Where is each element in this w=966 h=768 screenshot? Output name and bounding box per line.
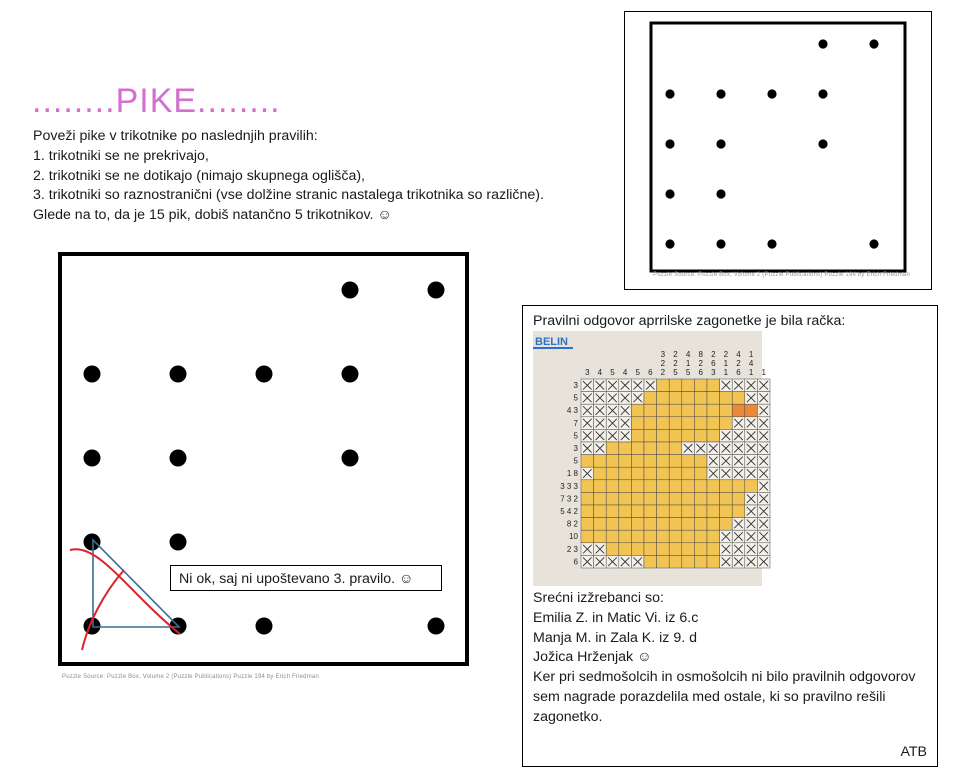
nonogram-cell — [707, 417, 720, 430]
nonogram-cell — [606, 518, 619, 531]
nonogram-cell — [669, 543, 682, 556]
nonogram-cell — [657, 518, 670, 531]
nonogram-cell — [594, 467, 607, 480]
nonogram-cell — [594, 492, 607, 505]
nonogram-cell — [694, 555, 707, 568]
nonogram-cell — [619, 492, 632, 505]
nonogram-cell — [581, 505, 594, 518]
nonogram-cell — [732, 505, 745, 518]
column-clue: 6 — [736, 368, 741, 377]
column-clue: 4 — [748, 359, 754, 368]
row-clue: 7 3 2 — [560, 494, 578, 504]
row-clue: 5 4 2 — [560, 507, 578, 516]
column-clue: 2 — [673, 359, 678, 368]
nonogram-cell — [694, 379, 707, 392]
nonogram-cell — [631, 404, 644, 417]
nonogram-cell — [657, 492, 670, 505]
small-grid-dot — [818, 39, 827, 48]
large-grid-dot — [84, 450, 101, 467]
nonogram-cell — [594, 530, 607, 543]
large-grid-dot — [256, 618, 273, 635]
nonogram-cell — [657, 392, 670, 405]
column-clue: 2 — [660, 368, 666, 377]
nonogram-cell — [745, 404, 758, 417]
nonogram-cell — [631, 530, 644, 543]
nonogram-cell — [707, 392, 720, 405]
nonogram-cell — [669, 379, 682, 392]
small-dot-puzzle — [624, 11, 932, 290]
nonogram-cell — [631, 518, 644, 531]
nonogram-cell — [707, 379, 720, 392]
nonogram-cell — [720, 505, 733, 518]
column-clue: 1 — [723, 359, 729, 368]
nonogram-cell — [694, 492, 707, 505]
column-clue: 6 — [648, 368, 653, 377]
small-grid-dot — [716, 139, 725, 148]
instructions-conclusion: Glede na to, da je 15 pik, dobiš natančno 5 trikotnikov. ☺ — [33, 207, 392, 224]
nonogram-cell — [619, 455, 632, 468]
nonogram-cell — [720, 492, 733, 505]
column-clue: 5 — [610, 368, 615, 377]
nonogram-cell — [720, 392, 733, 405]
small-grid-dot — [818, 89, 827, 98]
column-clue: 3 — [711, 368, 716, 377]
small-grid-dot — [869, 239, 878, 248]
nonogram-cell — [581, 530, 594, 543]
row-clue: 8 2 — [566, 519, 578, 529]
column-clue: 5 — [635, 368, 640, 377]
nonogram-cell — [644, 392, 657, 405]
nonogram-cell — [619, 480, 632, 493]
nonogram-image — [533, 331, 766, 586]
nonogram-cell — [682, 555, 695, 568]
nonogram-cell — [606, 505, 619, 518]
instructions-lead: Poveži pike v trikotnike po naslednjih pravilih: — [33, 128, 318, 144]
column-clue: 1 — [723, 368, 729, 377]
column-clue: 2 — [723, 350, 729, 359]
large-grid-dot — [170, 366, 187, 383]
nonogram-cell — [669, 555, 682, 568]
nonogram-cell — [657, 417, 670, 430]
winners-heading: Srećni izžrebanci so: — [533, 590, 664, 606]
column-clue: 2 — [660, 359, 666, 368]
nonogram-cell — [682, 404, 695, 417]
row-clue: 3 — [573, 444, 578, 453]
nonogram-cell — [694, 392, 707, 405]
nonogram-cell — [720, 417, 733, 430]
nonogram-cell — [682, 505, 695, 518]
column-clue: 2 — [711, 350, 716, 359]
attempt-note: Ni ok, saj ni upoštevano 3. pravilo. ☺ — [170, 565, 442, 591]
column-clue: 4 — [622, 368, 628, 377]
large-grid-dot — [84, 366, 101, 383]
winner-line-2: Manja M. in Zala K. iz 9. d — [533, 629, 698, 646]
nonogram-cell — [707, 480, 720, 493]
rule-1: 1. trikotniki se ne prekrivajo, — [33, 147, 209, 164]
nonogram-cell — [644, 543, 657, 556]
nonogram-cell — [669, 404, 682, 417]
column-clue: 1 — [685, 359, 691, 368]
small-grid-dot — [665, 89, 674, 98]
nonogram-cell — [694, 417, 707, 430]
nonogram-solution-photo — [533, 331, 766, 586]
nonogram-cell — [682, 518, 695, 531]
nonogram-cell — [707, 492, 720, 505]
small-grid-dot — [818, 139, 827, 148]
nonogram-cell — [694, 455, 707, 468]
nonogram-cell — [606, 530, 619, 543]
nonogram-cell — [606, 480, 619, 493]
nonogram-cell — [669, 467, 682, 480]
attempt-triangle — [93, 540, 179, 627]
nonogram-cell — [720, 518, 733, 531]
column-clue: 6 — [711, 359, 716, 368]
large-grid-dot — [428, 618, 445, 635]
small-grid-dot — [767, 89, 776, 98]
nonogram-cell — [631, 543, 644, 556]
answer-heading: Pravilni odgovor aprrilske zagonetke je bila račka: — [533, 313, 846, 329]
nonogram-cell — [581, 455, 594, 468]
nonogram-cell — [707, 543, 720, 556]
column-clue: 1 — [748, 368, 754, 377]
nonogram-cell — [669, 530, 682, 543]
nonogram-cell — [657, 543, 670, 556]
nonogram-cell — [606, 442, 619, 455]
nonogram-cell — [644, 518, 657, 531]
nonogram-cell — [619, 505, 632, 518]
nonogram-cell — [669, 429, 682, 442]
nonogram-cell — [606, 467, 619, 480]
small-grid-dot — [716, 239, 725, 248]
large-grid-dot — [342, 282, 359, 299]
nonogram-cell — [720, 480, 733, 493]
nonogram-cell — [694, 530, 707, 543]
nonogram-cell — [594, 480, 607, 493]
winner-line-1: Emilia Z. in Matic Vi. iz 6.c — [533, 609, 699, 626]
nonogram-cell — [657, 555, 670, 568]
nonogram-cell — [619, 543, 632, 556]
row-clue: 5 — [573, 456, 578, 466]
small-grid-dot — [716, 89, 725, 98]
nonogram-cell — [732, 492, 745, 505]
nonogram-cell — [682, 417, 695, 430]
nonogram-cell — [644, 530, 657, 543]
column-clue: 8 — [698, 350, 703, 359]
column-clue: 2 — [736, 359, 741, 368]
nonogram-cell — [694, 543, 707, 556]
nonogram-cell — [631, 429, 644, 442]
nonogram-cell — [657, 467, 670, 480]
nonogram-cell — [669, 480, 682, 493]
signature: ATB — [900, 744, 927, 760]
row-clue: 3 — [573, 381, 578, 390]
nonogram-cell — [669, 505, 682, 518]
nonogram-cell — [657, 455, 670, 468]
nonogram-cell — [644, 480, 657, 493]
row-clue: 3 3 3 — [560, 481, 578, 491]
large-credit: Puzzle Source: Puzzle Box, Volume 2 (Puzzle Publications) Puzzle 194 by Erich Friedman — [62, 674, 319, 680]
winners-text — [533, 589, 928, 728]
nonogram-cell — [644, 455, 657, 468]
small-grid-dot — [665, 239, 674, 248]
row-clue: 2 3 — [566, 544, 578, 554]
nonogram-cell — [631, 505, 644, 518]
nonogram-cell — [682, 492, 695, 505]
small-grid-dot — [716, 189, 725, 198]
column-clue: 6 — [698, 368, 703, 377]
red-cross-mark-2 — [82, 570, 124, 650]
column-clue: 4 — [685, 350, 691, 359]
column-clue: 1 — [748, 350, 754, 359]
small-grid-dot — [767, 239, 776, 248]
nonogram-cell — [631, 492, 644, 505]
nonogram-cell — [732, 392, 745, 405]
small-grid-dot — [665, 139, 674, 148]
nonogram-cell — [732, 404, 745, 417]
nonogram-cell — [669, 518, 682, 531]
nonogram-cell — [657, 505, 670, 518]
small-grid-dot — [665, 189, 674, 198]
nonogram-cell — [657, 442, 670, 455]
small-credit: Puzzle Source: Puzzle Box, Volume 2 (Puzzle Publications) Puzzle 194 by Erich Friedman — [653, 272, 910, 278]
column-clue: 1 — [761, 368, 766, 377]
nonogram-cell — [707, 518, 720, 531]
nonogram-cell — [669, 392, 682, 405]
nonogram-cell — [619, 530, 632, 543]
nonogram-cell — [732, 480, 745, 493]
nonogram-cell — [669, 492, 682, 505]
row-clue: 6 — [573, 557, 578, 567]
nonogram-cell — [707, 429, 720, 442]
large-grid-dot — [170, 534, 187, 551]
nonogram-cell — [682, 392, 695, 405]
row-clue: 1 8 — [566, 469, 578, 479]
nonogram-cell — [707, 505, 720, 518]
nonogram-cell — [606, 543, 619, 556]
nonogram-cell — [644, 442, 657, 455]
nonogram-cell — [682, 530, 695, 543]
photo-label: BELIN — [535, 336, 568, 348]
nonogram-cell — [581, 518, 594, 531]
nonogram-cell — [606, 455, 619, 468]
row-clue: 7 — [573, 418, 578, 428]
row-clue: 4 3 — [566, 406, 578, 416]
nonogram-cell — [657, 530, 670, 543]
nonogram-cell — [707, 555, 720, 568]
nonogram-cell — [606, 492, 619, 505]
nonogram-cell — [644, 404, 657, 417]
nonogram-cell — [694, 467, 707, 480]
nonogram-cell — [581, 492, 594, 505]
nonogram-cell — [619, 518, 632, 531]
column-clue: 4 — [597, 368, 603, 377]
nonogram-cell — [657, 480, 670, 493]
column-clue: 5 — [673, 368, 678, 377]
nonogram-cell — [631, 480, 644, 493]
nonogram-cell — [594, 505, 607, 518]
nonogram-cell — [644, 417, 657, 430]
nonogram-cell — [594, 518, 607, 531]
instructions — [33, 127, 544, 226]
nonogram-cell — [644, 505, 657, 518]
nonogram-cell — [745, 480, 758, 493]
nonogram-cell — [631, 455, 644, 468]
nonogram-cell — [657, 429, 670, 442]
nonogram-cell — [644, 467, 657, 480]
nonogram-cell — [669, 417, 682, 430]
nonogram-cell — [694, 518, 707, 531]
row-clue: 10 — [569, 532, 578, 542]
nonogram-cell — [694, 404, 707, 417]
column-clue: 3 — [660, 350, 666, 359]
nonogram-cell — [694, 429, 707, 442]
nonogram-cell — [694, 480, 707, 493]
nonogram-cell — [644, 555, 657, 568]
column-clue: 5 — [685, 368, 691, 377]
column-clue: 4 — [736, 350, 741, 359]
column-clue: 3 — [585, 368, 590, 377]
nonogram-cell — [682, 543, 695, 556]
column-clue: 2 — [698, 359, 703, 368]
nonogram-cell — [682, 429, 695, 442]
nonogram-cell — [657, 404, 670, 417]
nonogram-cell — [644, 492, 657, 505]
column-clue: 2 — [673, 350, 678, 359]
nonogram-cell — [682, 455, 695, 468]
row-clue: 5 — [573, 431, 578, 441]
large-dot-puzzle — [58, 252, 469, 666]
nonogram-cell — [657, 379, 670, 392]
large-grid-dot — [342, 450, 359, 467]
nonogram-cell — [707, 404, 720, 417]
winners-note: Ker pri sedmošolcih in osmošolcih ni bilo pravilnih odgovorov sem nagrade porazdelila med ostale, ki so pravilno rešili zagonetko. — [533, 669, 916, 725]
nonogram-cell — [619, 467, 632, 480]
winner-line-3: Jožica Hrženjak ☺ — [533, 649, 652, 666]
nonogram-cell — [669, 442, 682, 455]
nonogram-cell — [594, 455, 607, 468]
nonogram-cell — [669, 455, 682, 468]
nonogram-cell — [682, 379, 695, 392]
nonogram-cell — [682, 480, 695, 493]
nonogram-cell — [619, 442, 632, 455]
rule-2: 2. trikotniki se ne dotikajo (nimajo skupnega oglišča), — [33, 167, 365, 184]
nonogram-cell — [694, 505, 707, 518]
nonogram-cell — [682, 467, 695, 480]
nonogram-cell — [631, 417, 644, 430]
nonogram-cell — [631, 442, 644, 455]
large-dot-grid — [58, 252, 469, 666]
nonogram-cell — [644, 429, 657, 442]
small-grid-dot — [869, 39, 878, 48]
answer-box — [522, 305, 938, 767]
page-title: ........PIKE........ — [32, 82, 281, 120]
rule-3: 3. trikotniki so raznostranični (vse dolžine stranic nastalega trikotnika so različne). — [33, 187, 544, 204]
nonogram-cell — [720, 404, 733, 417]
large-grid-dot — [342, 366, 359, 383]
large-grid-dot — [84, 534, 101, 551]
large-grid-dot — [256, 366, 273, 383]
row-clue: 5 — [573, 393, 578, 403]
nonogram-cell — [631, 467, 644, 480]
nonogram-cell — [581, 480, 594, 493]
small-dot-grid — [625, 12, 931, 289]
nonogram-cell — [707, 530, 720, 543]
large-grid-dot — [170, 450, 187, 467]
large-grid-dot — [428, 282, 445, 299]
